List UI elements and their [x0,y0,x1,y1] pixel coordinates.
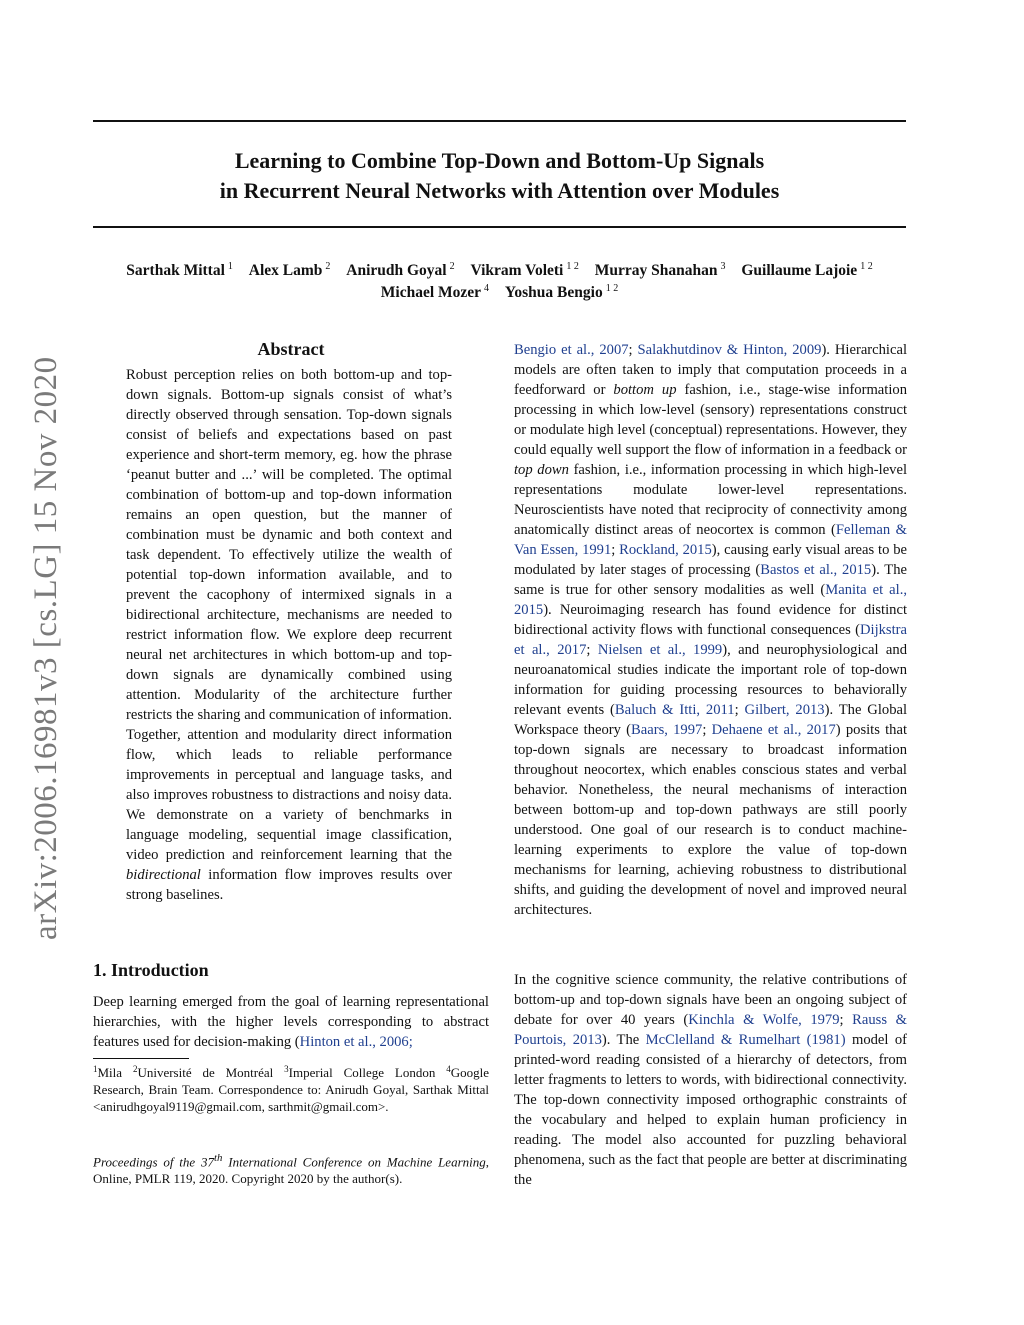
author: Michael Mozer $^4$ [380,283,490,301]
citation-link[interactable]: Rauss & Pourtois, 2013 [514,1012,907,1048]
citation-link[interactable]: Nielsen et al., 1999 [597,642,723,658]
introduction-paragraph: Deep learning emerged from the goal of learning representational hierarchies, with the higher levels corresponding to abstract features used for decision-making (Hinton et al., 2006; [93,994,489,1050]
author-list [93,260,906,304]
citation-link[interactable]: Gilbert, 2013 [744,702,825,718]
citation-link[interactable]: Baars, 1997 [631,722,703,738]
citation-link[interactable]: Bastos et al., 2015 [760,562,872,578]
section-heading-introduction: 1. Introduction [93,960,209,980]
citation-link[interactable]: McClelland & Rumelhart (1981) [645,1032,846,1048]
title-rule-top [93,120,906,122]
author: Sarthak Mittal $^1$ [126,261,233,279]
right-column-paragraph-2: In the cognitive science community, the relative contributions of bottom-up and top-down signals have been an ongoing subject of debate for over 40 years (Kinchla & Wolfe, 1979; Rauss & Pourtois, 2013). The McClelland & Rumelhart (1981) model of printed-word reading consisted of a hierarchy of detectors, from letter fragments to letters to words, with bidirectional connectivity. The top-down connectivity imposed orthographic constraints of the vocabulary and helped to explain human proficiency in reading. The model also accounted for puzzling behavioral phenomena, such as the fact that people are better at discriminating the [514,972,908,1188]
arxiv-watermark: arXiv:2006.16981v3 [cs.LG] 15 Nov 2020 [28,356,64,940]
paper-title [93,146,906,206]
footnote-rule [93,1058,189,1059]
citation-link[interactable]: Dijkstra et al., 2017 [514,622,907,658]
title-line-2: in Recurrent Neural Networks with Attention over Modules [219,178,780,203]
author: Guillaume Lajoie $^{1 2}$ [741,261,873,279]
citation-link[interactable]: Manita et al., 2015 [514,582,907,618]
citation-link[interactable]: Bengio et al., 2007 [514,342,629,358]
footnote-affiliations: $^1$Mila $^2$Université de Montréal $^3$Imperial College London $^4$Google Research, Brain Team. Correspondence to: Anirudh Goyal, Sarthak Mittal <anirudhgoyal9119@gmail.com, sarthmit@gmail.com>. [93,1064,489,1114]
citation-link[interactable]: Baluch & Itti, 2011 [614,702,735,718]
right-column-paragraph-1: Bengio et al., 2007; Salakhutdinov & Hinton, 2009). Hierarchical models are often taken to imply that computation proceeds in a feedforward or bottom up fashion, i.e., stage-wise information processing in which low-level (sensory) representations construct or modulate high level (conceptual) representations. However, they could equally well support the flow of information in a feedback or top down fashion, i.e., information processing in which high-level representations modulate lower-level representations. Neuroscientists have noted that reciprocity of connectivity among anatomically distinct areas of neocortex is common (Felleman & Van Essen, 1991; Rockland, 2015), causing early visual areas to be modulated by later stages of processing (Bastos et al., 2015). The same is true for other sensory modalities as well (Manita et al., 2015). Neuroimaging research has found evidence for distinct bidirectional activity flows with functional consequences (Dijkstra et al., 2017; Nielsen et al., 1999), and neurophysiological and neuroanatomical studies indicate the important role of top-down information for guiding processing resources to behaviorally relevant events (Baluch & Itti, 2011; Gilbert, 2013). The Global Workspace theory (Baars, 1997; Dehaene et al., 2017) posits that top-down signals are necessary to broadcast information throughout neocortex, which enables conscious states and verbal behavior. Nonetheless, the neural mechanisms of interaction between bottom-up and top-down pathways are still poorly understood. One goal of our research is to conduct machine-learning experiments to explore the value of top-down mechanisms for learning, achieving robustness to distributional shifts, and guiding the development of novel and improved neural architectures. [514,342,908,918]
title-line-1: Learning to Combine Top-Down and Bottom-Up Signals [234,148,765,173]
author: Yoshua Bengio $^{1 2}$ [504,283,619,301]
abstract-heading: Abstract [257,339,325,359]
citation-link[interactable]: Kinchla & Wolfe, 1979 [688,1012,840,1028]
proceedings-note: Proceedings of the 37th International Conference on Machine Learning, Online, PMLR 119, 2020. Copyright 2020 by the author(s). [93,1152,489,1187]
author: Murray Shanahan $^3$ [594,261,726,279]
author: Alex Lamb $^2$ [248,261,331,279]
citation-link[interactable]: Rockland, 2015 [619,542,712,558]
title-rule-bottom [93,226,906,228]
abstract-text: Robust perception relies on both bottom-up and top-down signals. Bottom-up signals consist of what’s directly observed through sensation. Top-down signals consist of beliefs and expectations based on past experience and short-term memory, eg. how the phrase ‘peanut butter and ...’ will be completed. The optimal combination of bottom-up and top-down information remains an open question, but the manner of combination must be dynamic and both context and task dependent. To effectively utilize the wealth of potential top-down information available, and to prevent the cacophony of intermixed signals in a bidirectional architecture, mechanisms are needed to restrict information flow. We explore deep recurrent neural net architectures in which bottom-up and top-down signals are dynamically combined using attention. Modularity of the architecture further restricts the sharing and communication of information. Together, attention and modularity direct information flow, which leads to reliable performance improvements in perceptual and language tasks, and also improves robustness to distractions and noisy data. We demonstrate on a variety of benchmarks in language modeling, sequential image classification, video prediction and reinforcement learning that the bidirectional information flow improves results over strong baselines. [126,367,452,903]
citation-link[interactable]: Dehaene et al., 2017 [711,722,836,738]
author: Anirudh Goyal $^2$ [346,261,455,279]
citation-link[interactable]: Hinton et al., 2006; [299,1034,413,1050]
author: Vikram Voleti $^{1 2}$ [470,261,579,279]
citation-link[interactable]: Salakhutdinov & Hinton, 2009 [637,342,822,358]
citation-link[interactable]: Felleman & Van Essen, 1991 [514,522,907,558]
